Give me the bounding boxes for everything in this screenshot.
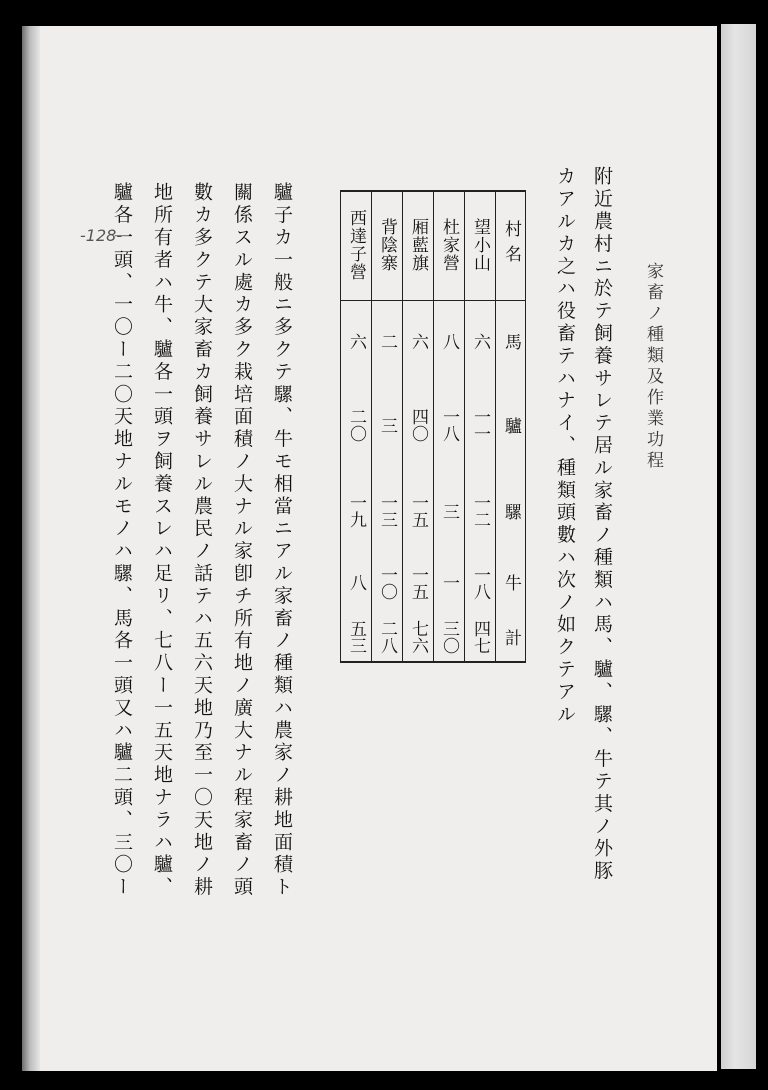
table-header-cell: 村名 [501, 220, 521, 270]
table-cell: 六 [408, 332, 428, 350]
table-cell: 二八 [377, 620, 397, 654]
table-header-cell: 騾 [501, 502, 521, 520]
adjacent-page-edge [721, 24, 756, 1069]
table-cell: 七六 [408, 620, 428, 654]
table-cell: 杜家營 [439, 218, 459, 272]
table-cell: 一二 [470, 494, 490, 528]
intro-line-2: カアルカ之ハ役畜テハナイ、種類頭數ハ次ノ如クテアル [554, 166, 576, 726]
table-cell: 二〇 [346, 408, 366, 442]
table-header-cell: 驢 [501, 416, 521, 434]
table-cell: 一〇 [377, 565, 397, 600]
table-cell: 一九 [346, 494, 366, 528]
document-page [22, 26, 717, 1071]
table-cell: 一五 [408, 565, 428, 600]
body-line-1: 驢子カ一般ニ多クテ騾、牛モ相當ニアル家畜ノ種類ハ農家ノ耕地面積ト [271, 182, 293, 899]
table-cell: 二 [377, 332, 397, 350]
table-cell: 五三 [346, 620, 366, 654]
table-cell: 一八 [470, 565, 490, 600]
body-line-4: 地所有者ハ牛、驢各一頭ヲ飼養スレハ足リ、七八ー一五天地ナラハ驢、 [151, 182, 173, 899]
table-cell: 一 [439, 574, 459, 591]
table-cell: 四七 [470, 620, 490, 654]
livestock-table [340, 190, 526, 663]
body-line-2: 關係スル處カ多ク栽培面積ノ大ナル家卽チ所有地ノ廣大ナル程家畜ノ頭 [231, 182, 253, 899]
table-cell: 背陰寨 [377, 218, 397, 272]
intro-line-1: 附近農村ニ於テ飼養サレテ居ル家畜ノ種類ハ馬、驢、騾、牛テ其ノ外豚 [591, 166, 613, 883]
table-cell: 六 [470, 332, 490, 350]
table-cell: 望小山 [470, 218, 490, 272]
table-cell: 西達子營 [346, 209, 366, 281]
table-header-cell: 計 [501, 628, 521, 646]
table-cell: 一五 [408, 494, 428, 528]
table-cell: 三 [439, 502, 459, 520]
body-line-5: 驢各一頭、一〇ー二〇天地ナルモノハ騾、馬各一頭又ハ驢二頭、三〇ー [111, 182, 133, 899]
table-cell: 八 [346, 574, 366, 591]
body-line-3: 數カ多クテ大家畜カ飼養サレル農民ノ話テハ五六天地乃至一〇天地ノ耕 [191, 182, 213, 899]
table-cell: 六 [346, 332, 366, 350]
table-cell: 一一 [470, 408, 490, 442]
table-cell: 三〇 [439, 620, 459, 654]
section-heading: 家畜ノ種類及作業功程 [643, 262, 663, 472]
table-header-cell: 牛 [501, 574, 521, 591]
table-cell: 一八 [439, 408, 459, 442]
table-cell: 一三 [377, 494, 397, 528]
table-cell: 三 [377, 416, 397, 434]
table-cell: 厢藍旗 [408, 218, 428, 272]
table-cell: 四〇 [408, 408, 428, 442]
table-header-cell: 馬 [501, 332, 521, 350]
table-cell: 八 [439, 332, 459, 350]
page-number: -128- [80, 226, 123, 245]
